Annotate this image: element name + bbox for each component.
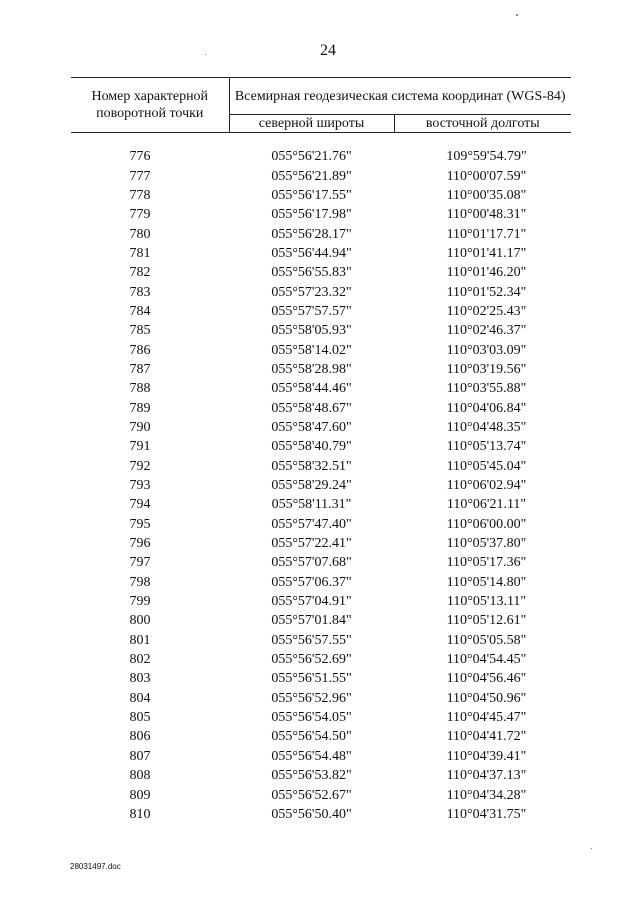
point-number-cell: 791 (129, 439, 151, 455)
latitude-cell: 055°58'32.51" (271, 458, 352, 474)
longitude-cell: 110°01'46.20" (446, 265, 527, 281)
footer-filename: 28031497.doc (70, 862, 121, 871)
longitude-cell: 110°04'31.75" (446, 806, 527, 822)
latitude-cell: 055°57'23.32" (271, 284, 352, 300)
longitude-cell: 110°04'56.46" (446, 671, 527, 687)
point-number-cell: 782 (129, 265, 151, 281)
point-number-cell: 795 (129, 516, 151, 532)
longitude-cell: 110°04'39.41" (446, 748, 527, 764)
point-number-cell: 778 (129, 187, 151, 203)
point-number-cell: 808 (129, 768, 151, 784)
point-number-cell: 801 (129, 632, 151, 648)
point-number-cell: 785 (129, 323, 151, 339)
longitude-cell: 110°05'13.11" (446, 594, 527, 610)
point-number-cell: 793 (129, 478, 151, 494)
table-row (71, 592, 571, 611)
table-row (71, 340, 571, 359)
longitude-cell: 110°04'48.35" (446, 419, 527, 435)
table-row (71, 418, 571, 437)
coordinates-table (71, 77, 571, 824)
longitude-cell: 110°02'25.43" (446, 303, 527, 319)
latitude-cell: 055°56'52.96" (271, 690, 352, 706)
table-row (71, 805, 571, 824)
table-row (71, 689, 571, 708)
longitude-cell: 110°05'37.80" (446, 536, 527, 552)
point-number-cell: 780 (129, 226, 151, 242)
longitude-cell: 110°06'02.94" (446, 478, 527, 494)
longitude-cell: 110°01'17.71" (446, 226, 527, 242)
table-row (71, 398, 571, 417)
longitude-cell: 110°03'19.56" (446, 361, 527, 377)
point-number-cell: 799 (129, 594, 151, 610)
longitude-cell: 110°04'37.13" (446, 768, 527, 784)
longitude-cell: 110°05'14.80" (446, 574, 527, 590)
point-number-cell: 781 (129, 245, 151, 261)
latitude-cell: 055°56'44.94" (271, 245, 352, 261)
table-row (71, 785, 571, 804)
point-number-cell: 803 (129, 671, 151, 687)
latitude-cell: 055°57'06.37" (271, 574, 352, 590)
latitude-cell: 055°58'11.31" (271, 497, 352, 513)
point-number-cell: 777 (129, 168, 151, 184)
longitude-cell: 110°02'46.37" (446, 323, 527, 339)
point-number-cell: 800 (129, 613, 151, 629)
table-row (71, 282, 571, 301)
table-row (71, 766, 571, 785)
table-row (71, 437, 571, 456)
latitude-cell: 055°57'22.41" (271, 536, 352, 552)
latitude-cell: 055°58'47.60" (271, 419, 352, 435)
latitude-cell: 055°56'21.89" (271, 168, 352, 184)
latitude-cell: 055°56'54.48" (271, 748, 352, 764)
point-number-cell: 784 (129, 303, 151, 319)
longitude-cell: 110°00'35.08" (446, 187, 527, 203)
longitude-cell: 110°03'03.09" (446, 342, 527, 358)
latitude-cell: 055°56'17.98" (271, 207, 352, 223)
latitude-cell: 055°56'53.82" (271, 768, 352, 784)
header-point-number: Номер характерной поворотной точки (71, 78, 229, 133)
latitude-cell: 055°56'54.50" (271, 729, 352, 745)
latitude-cell: 055°56'52.69" (271, 652, 352, 668)
table-row (71, 669, 571, 688)
point-number-cell: 776 (129, 149, 151, 165)
longitude-cell: 110°00'07.59" (446, 168, 527, 184)
scan-speck (516, 14, 518, 16)
longitude-cell: 110°04'34.28" (446, 787, 527, 803)
table-row (71, 302, 571, 321)
table-row (71, 263, 571, 282)
point-number-cell: 794 (129, 497, 151, 513)
header-longitude: восточной долготы (394, 115, 571, 133)
point-number-cell: 792 (129, 458, 151, 474)
scan-speck (205, 54, 206, 55)
table-row (71, 553, 571, 572)
longitude-cell: 110°01'41.17" (446, 245, 527, 261)
scan-speck (591, 848, 592, 849)
table-row (71, 631, 571, 650)
longitude-cell: 110°05'12.61" (446, 613, 527, 629)
latitude-cell: 055°57'01.84" (271, 613, 352, 629)
longitude-cell: 110°06'21.11" (446, 497, 527, 513)
longitude-cell: 110°05'05.58" (446, 632, 527, 648)
table-header (71, 78, 571, 133)
longitude-cell: 110°01'52.34" (446, 284, 527, 300)
latitude-cell: 055°56'54.05" (271, 710, 352, 726)
longitude-cell: 110°03'55.88" (446, 381, 527, 397)
latitude-cell: 055°56'28.17" (271, 226, 352, 242)
point-number-cell: 804 (129, 690, 151, 706)
point-number-cell: 809 (129, 787, 151, 803)
table-row (71, 534, 571, 553)
point-number-cell: 796 (129, 536, 151, 552)
latitude-cell: 055°57'04.91" (271, 594, 352, 610)
point-number-cell: 802 (129, 652, 151, 668)
latitude-cell: 055°57'57.57" (271, 303, 352, 319)
header-latitude: северной широты (229, 115, 394, 133)
point-number-cell: 798 (129, 574, 151, 590)
point-number-cell: 806 (129, 729, 151, 745)
latitude-cell: 055°58'05.93" (271, 323, 352, 339)
point-number-cell: 787 (129, 361, 151, 377)
longitude-cell: 110°05'17.36" (446, 555, 527, 571)
table-row (71, 205, 571, 224)
table-row (71, 708, 571, 727)
latitude-cell: 055°56'17.55" (271, 187, 352, 203)
table-row (71, 476, 571, 495)
longitude-cell: 110°04'45.47" (446, 710, 527, 726)
table-row (71, 166, 571, 185)
point-number-cell: 786 (129, 342, 151, 358)
table-row (71, 244, 571, 263)
longitude-cell: 110°05'13.74" (446, 439, 527, 455)
longitude-cell: 110°04'50.96" (446, 690, 527, 706)
table-row (71, 650, 571, 669)
latitude-cell: 055°56'21.76" (271, 149, 352, 165)
longitude-cell: 110°04'54.45" (446, 652, 527, 668)
point-number-cell: 783 (129, 284, 151, 300)
longitude-cell: 110°04'41.72" (446, 729, 527, 745)
table-row (71, 495, 571, 514)
table-row (71, 573, 571, 592)
latitude-cell: 055°57'07.68" (271, 555, 352, 571)
table-row (71, 360, 571, 379)
longitude-cell: 109°59'54.79" (446, 149, 527, 165)
header-coordinate-system: Всемирная геодезическая система координат (WGS-84) (229, 78, 571, 115)
latitude-cell: 055°56'55.83" (271, 265, 352, 281)
page-number: 24 (320, 42, 336, 59)
table-row (71, 727, 571, 746)
table-body (71, 133, 571, 825)
point-number-cell: 788 (129, 381, 151, 397)
table-row (71, 457, 571, 476)
table-row (71, 224, 571, 243)
latitude-cell: 055°58'14.02" (271, 342, 352, 358)
latitude-cell: 055°58'48.67" (271, 400, 352, 416)
table-row (71, 611, 571, 630)
point-number-cell: 790 (129, 419, 151, 435)
point-number-cell: 805 (129, 710, 151, 726)
latitude-cell: 055°56'51.55" (271, 671, 352, 687)
longitude-cell: 110°00'48.31" (446, 207, 527, 223)
point-number-cell: 810 (129, 806, 151, 822)
latitude-cell: 055°56'50.40" (271, 806, 352, 822)
latitude-cell: 055°57'47.40" (271, 516, 352, 532)
latitude-cell: 055°58'28.98" (271, 361, 352, 377)
table-row (71, 515, 571, 534)
table-row (71, 133, 571, 167)
longitude-cell: 110°04'06.84" (446, 400, 527, 416)
longitude-cell: 110°05'45.04" (446, 458, 527, 474)
table-row (71, 379, 571, 398)
point-number-cell: 807 (129, 748, 151, 764)
latitude-cell: 055°58'44.46" (271, 381, 352, 397)
latitude-cell: 055°58'40.79" (271, 439, 352, 455)
longitude-cell: 110°06'00.00" (446, 516, 527, 532)
table-row (71, 321, 571, 340)
table-row (71, 747, 571, 766)
latitude-cell: 055°56'52.67" (271, 787, 352, 803)
latitude-cell: 055°56'57.55" (271, 632, 352, 648)
table-row (71, 186, 571, 205)
point-number-cell: 797 (129, 555, 151, 571)
point-number-cell: 779 (129, 207, 151, 223)
latitude-cell: 055°58'29.24" (271, 478, 352, 494)
point-number-cell: 789 (129, 400, 151, 416)
